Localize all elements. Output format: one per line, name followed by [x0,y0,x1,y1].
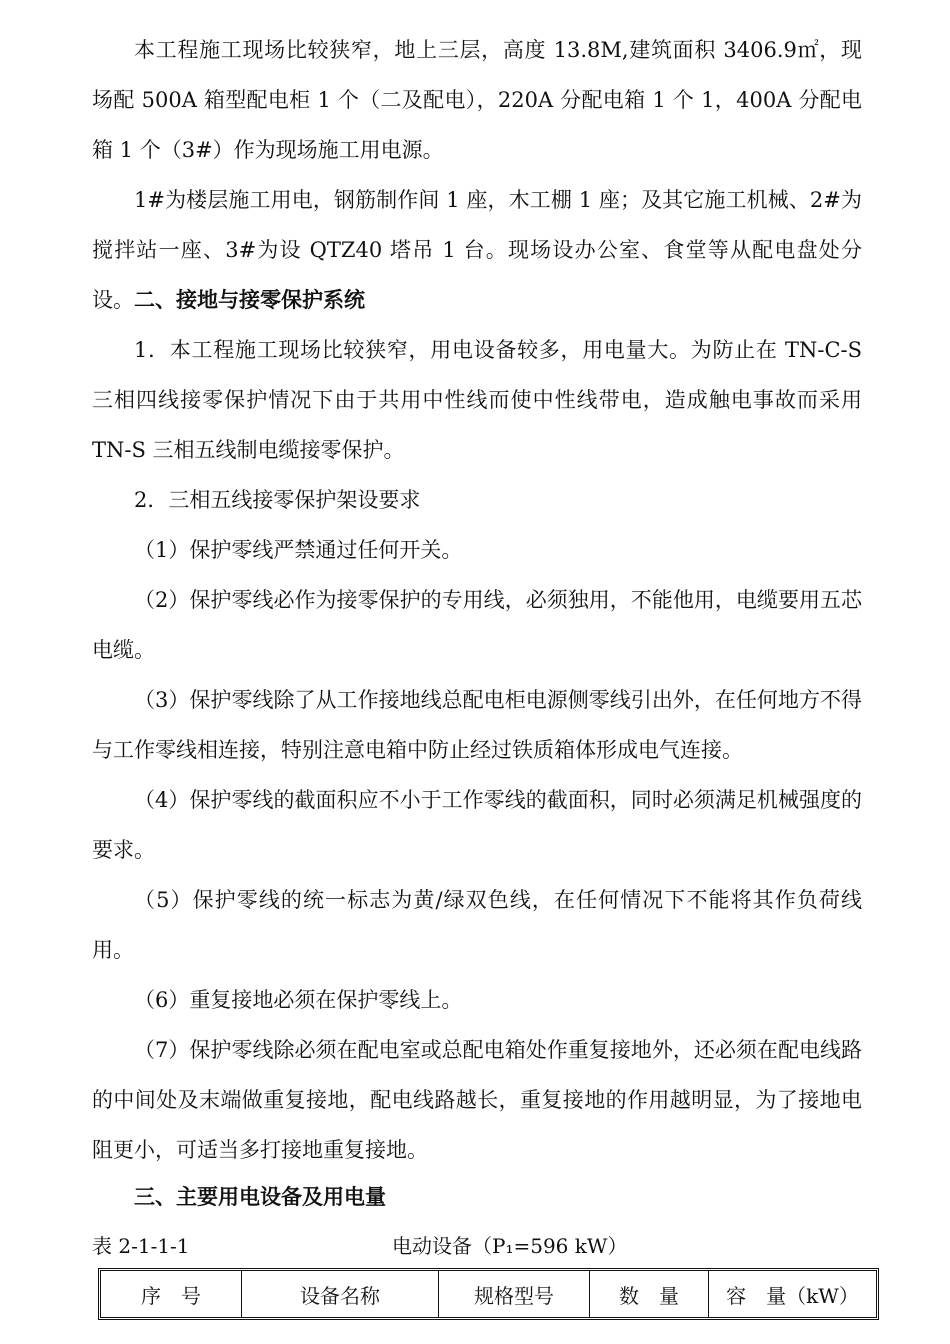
header-quantity: 数 量 [590,1271,709,1317]
requirement-item-3: （3）保护零线除了从工作接地线总配电柜电源侧零线引出外，在任何地方不得与工作零线相连接，特别注意电箱中防止经过铁质箱体形成电气连接。 [92,688,862,762]
table-title: 电动设备（P₁=596 kW） [392,1234,628,1258]
table-number: 表 2-1-1-1 [92,1234,190,1258]
header-model: 规格型号 [439,1271,590,1317]
header-capacity: 容 量（kW） [726,1283,859,1308]
paragraph-distribution-usage: 1#为楼层施工用电，钢筋制作间 1 座，木工棚 1 座；及其它施工机械、2#为搅拌站一座、3#为设 QTZ40 塔吊 1 台。现场设办公室、食堂等从配电盘处分设。 [92,188,862,312]
paragraph-site-overview: 本工程施工现场比较狭窄，地上三层，高度 13.8M,建筑面积 3406.9㎡，现场配 500A 箱型配电柜 1 个（二及配电），220A 分配电箱 1 个 1，400A 分配电箱 1 个（3#）作为现场施工用电源。 [92,38,862,162]
requirement-item-2: （2）保护零线必作为接零保护的专用线，必须独用，不能他用，电缆要用五芯电缆。 [92,588,862,662]
header-equipment-name: 设备名称 [242,1271,439,1317]
table-header-row [101,1271,876,1317]
requirement-item-1: （1）保护零线严禁通过任何开关。 [134,538,463,562]
equipment-table [98,1268,879,1320]
section-heading-grounding: 二、接地与接零保护系统 [134,287,365,312]
section-heading-equipment: 三、主要用电设备及用电量 [134,1184,386,1209]
requirement-item-4: （4）保护零线的截面积应不小于工作零线的截面积，同时必须满足机械强度的要求。 [92,788,862,862]
paragraph-tn-s-system: 1．本工程施工现场比较狭窄，用电设备较多，用电量大。为防止在 TN-C-S 三相四线接零保护情况下由于共用中性线而使中性线带电，造成触电事故而采用 TN-S 三相五线制电缆接零保护。 [92,338,862,462]
equipment-table-grid [101,1271,876,1317]
requirement-item-7: （7）保护零线除必须在配电室或总配电箱处作重复接地外，还必须在配电线路的中间处及末端做重复接地，配电线路越长，重复接地的作用越明显，为了接地电阻更小，可适当多打接地重复接地。 [92,1038,862,1162]
requirement-item-5: （5）保护零线的统一标志为黄/绿双色线，在任何情况下不能将其作负荷线用。 [92,888,862,962]
subheading-requirements: 2．三相五线接零保护架设要求 [134,488,421,512]
requirement-item-6: （6）重复接地必须在保护零线上。 [134,988,463,1012]
header-serial-number: 序 号 [101,1271,242,1317]
table-caption [92,1226,872,1266]
